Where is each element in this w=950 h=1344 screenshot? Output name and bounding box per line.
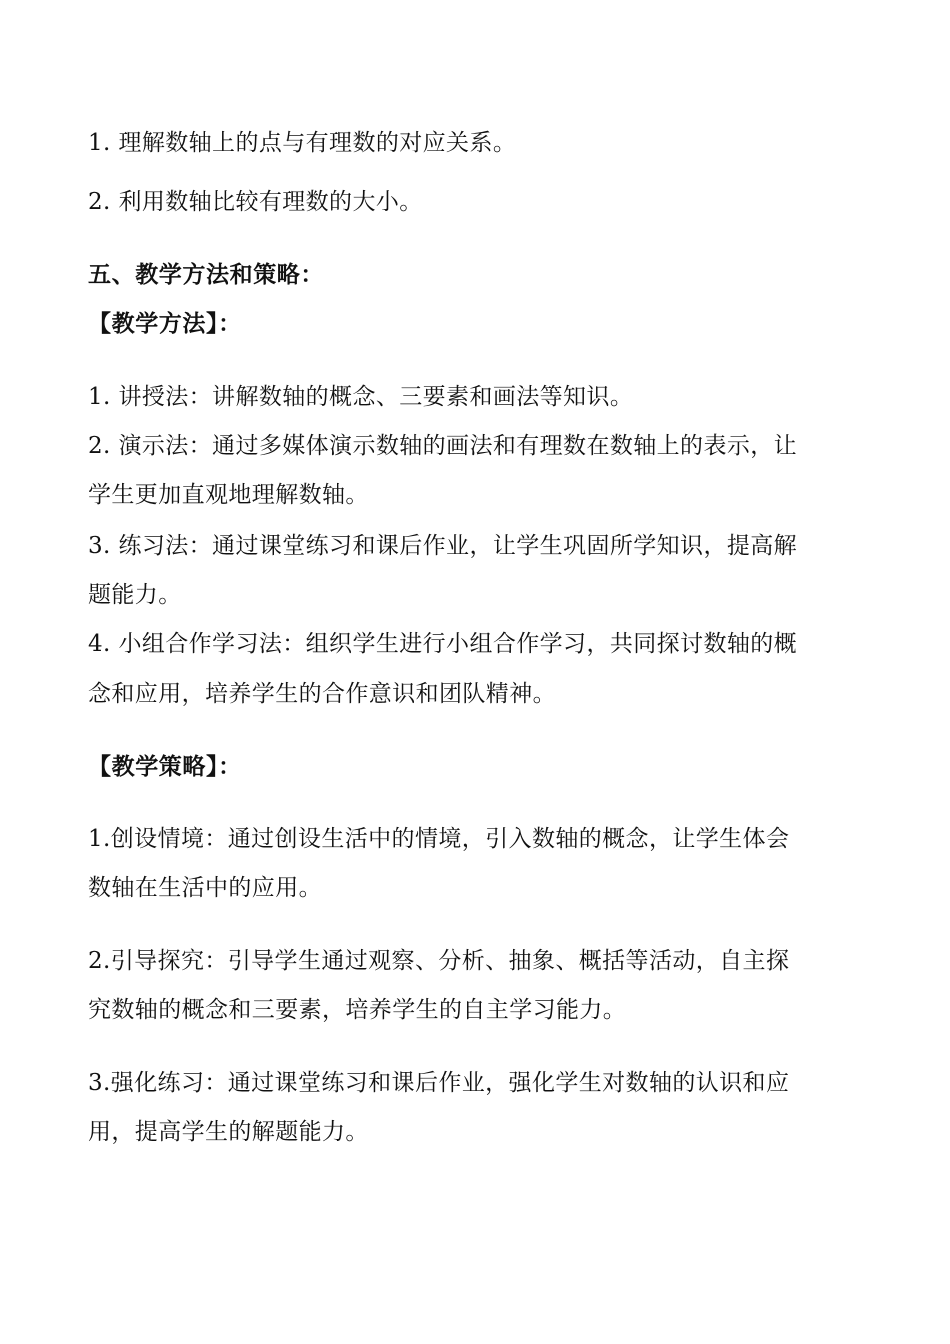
methods-line: 学生更加直观地理解数轴。 (88, 482, 369, 508)
strategies-heading: 【教学策略】： (88, 754, 242, 780)
methods-line: 4. 小组合作学习法：组织学生进行小组合作学习，共同探讨数轴的概 (88, 631, 798, 657)
difficulty-item-2: 2. 利用数轴比较有理数的大小。 (88, 189, 423, 215)
section-heading: 五、教学方法和策略： (88, 262, 324, 288)
methods-line: 念和应用，培养学生的合作意识和团队精神。 (88, 681, 556, 707)
difficulty-item-1: 1. 理解数轴上的点与有理数的对应关系。 (88, 130, 517, 156)
strategies-line: 2.引导探究：引导学生通过观察、分析、抽象、概括等活动，自主探 (88, 948, 790, 974)
strategies-line: 用，提高学生的解题能力。 (88, 1119, 369, 1145)
strategies-line: 究数轴的概念和三要素，培养学生的自主学习能力。 (88, 997, 627, 1023)
methods-line: 1. 讲授法：讲解数轴的概念、三要素和画法等知识。 (88, 384, 634, 410)
methods-line: 2. 演示法：通过多媒体演示数轴的画法和有理数在数轴上的表示，让 (88, 433, 798, 459)
strategies-line: 数轴在生活中的应用。 (88, 875, 322, 901)
methods-line: 3. 练习法：通过课堂练习和课后作业，让学生巩固所学知识，提高解 (88, 533, 798, 559)
strategies-line: 1.创设情境：通过创设生活中的情境，引入数轴的概念，让学生体会 (88, 826, 790, 852)
strategies-line: 3.强化练习：通过课堂练习和课后作业，强化学生对数轴的认识和应 (88, 1070, 790, 1096)
methods-line: 题能力。 (88, 582, 182, 608)
methods-heading: 【教学方法】： (88, 311, 242, 337)
